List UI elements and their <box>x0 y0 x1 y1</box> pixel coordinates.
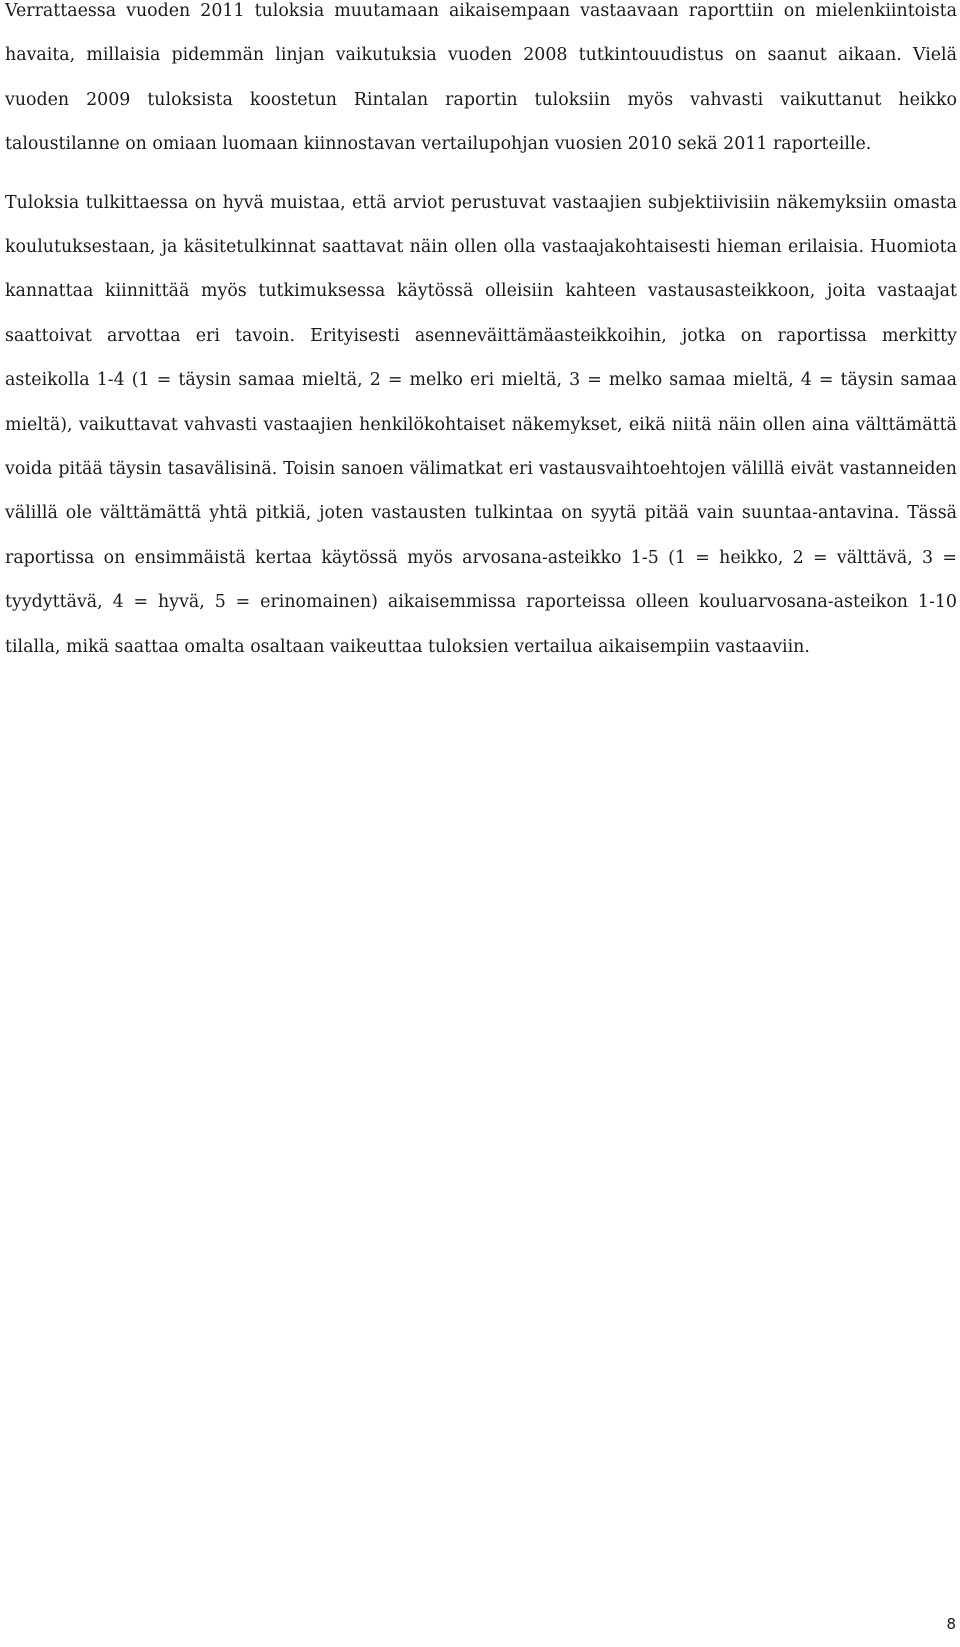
paragraph-comparison: Verrattaessa vuoden 2011 tuloksia muutamaan aikaisempaan vastaavaan raporttiin on mielenkiintoista havaita, millaisia pidemmän linjan vaikutuksia vuoden 2008 tutkintouudistus on saanut aikaan. Vielä vuoden 2009 tuloksista koostetun Rintalan raportin tuloksiin myös vahvasti vaikuttanut heikko taloustilanne on omiaan luomaan kiinnostavan vertailupohjan vuosien 2010 sekä 2011 raporteille. <box>5 1 957 155</box>
paragraph-interpretation: Tuloksia tulkittaessa on hyvä muistaa, että arviot perustuvat vastaajien subjektiivisiin näkemyksiin omasta koulutuksestaan, ja käsitetulkinnat saattavat näin ollen olla vastaajakohtaisesti hieman erilaisia. Huomiota kannattaa kiinnittää myös tutkimuksessa käytössä olleisiin kahteen vastausasteikkoon, joita vastaajat saattoivat arvottaa eri tavoin. Erityisesti asenneväittämäasteikkoihin, jotka on raportissa merkitty asteikolla 1-4 (1 = täysin samaa mieltä, 2 = melko eri mieltä, 3 = melko samaa mieltä, 4 = täysin samaa mieltä), vaikuttavat vahvasti vastaajien henkilökohtaiset näkemykset, eikä niitä näin ollen aina välttämättä voida pitää täysin tasavälisinä. Toisin sanoen välimatkat eri vastausvaihtoehtojen välillä eivät vastanneiden välillä ole välttämättä yhtä pitkiä, joten vastausten tulkintaa on syytä pitää vain suuntaa-antavina. Tässä raportissa on ensimmäistä kertaa käytössä myös arvosana-asteikko 1-5 (1 = heikko, 2 = välttävä, 3 = tyydyttävä, 4 = hyvä, 5 = erinomainen) aikaisemmissa raporteissa olleen kouluarvosana-asteikon 1-10 tilalla, mikä saattaa omalta osaltaan vaikeuttaa tuloksien vertailua aikaisempiin vastaaviin. <box>5 192 957 657</box>
document-body <box>5 0 957 669</box>
page-number: 8 <box>946 1615 956 1633</box>
